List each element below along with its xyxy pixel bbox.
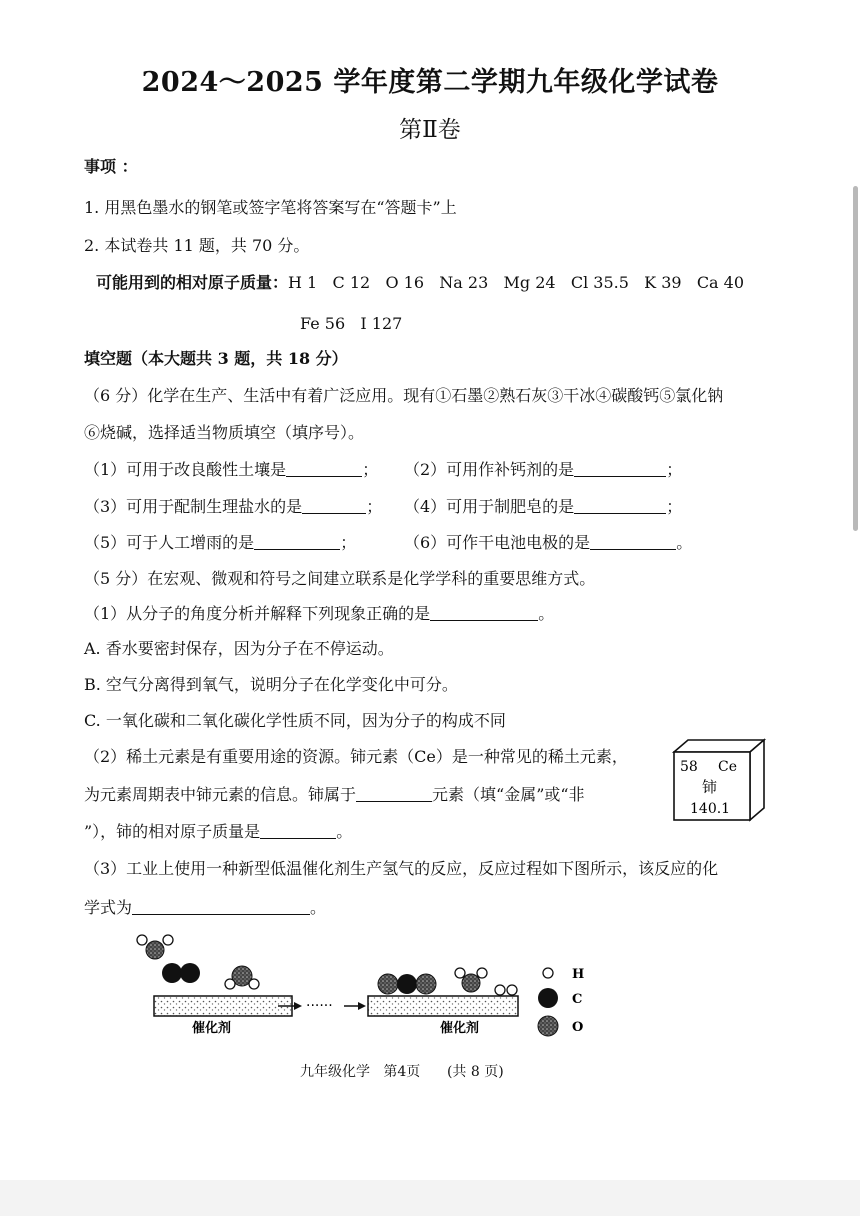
q10-p1-text: （1）从分子的角度分析并解释下列现象正确的是 bbox=[84, 604, 431, 623]
q9-p1-text: （1）可用于改良酸性土壤是 bbox=[84, 460, 287, 479]
q10-p1-end: 。 bbox=[538, 604, 555, 623]
q9-p5-text: （5）可于人工增雨的是 bbox=[84, 533, 255, 552]
q9-part-3 bbox=[84, 497, 382, 517]
q9-part-1 bbox=[84, 460, 378, 480]
q10-stem: （5 分）在宏观、微观和符号之间建立联系是化学学科的重要思维方式。 bbox=[84, 569, 596, 588]
catalyst-block-left bbox=[154, 996, 292, 1016]
section-heading: 填空题（本大题共 3 题，共 18 分） bbox=[84, 349, 348, 368]
volume-title: 第Ⅱ卷 bbox=[399, 117, 461, 143]
q9-p3-blank bbox=[302, 497, 366, 514]
vertical-scrollbar[interactable] bbox=[853, 186, 858, 531]
q9-p6-end: 。 bbox=[676, 533, 693, 552]
process-dots: ······ bbox=[306, 998, 333, 1014]
element-number: 58 bbox=[680, 759, 698, 775]
q9-part-4 bbox=[404, 497, 682, 517]
q10-p3-end: 。 bbox=[310, 898, 327, 917]
q10-part-1 bbox=[84, 604, 554, 624]
q10-p2-text-b: 元素（填“金属”或“非 bbox=[432, 785, 585, 804]
q9-p6-text: （6）可作干电池电极的是 bbox=[404, 533, 591, 552]
q10-p1-blank bbox=[430, 604, 538, 621]
q10-part-2-line-3 bbox=[84, 822, 352, 842]
atomic-mass-row-2: Fe 56 I 127 bbox=[300, 314, 403, 333]
q9-p1-sep: ； bbox=[362, 460, 379, 479]
element-mass: 140.1 bbox=[690, 801, 731, 817]
legend-oxygen-swatch bbox=[538, 1016, 558, 1036]
q10-p2-end: 。 bbox=[336, 822, 353, 841]
q9-p4-blank bbox=[574, 497, 666, 514]
q9-p4-text: （4）可用于制肥皂的是 bbox=[404, 497, 575, 516]
q10-part-3-line-2 bbox=[84, 898, 326, 918]
note-2: 2. 本试卷共 11 题，共 70 分。 bbox=[84, 236, 310, 255]
q9-part-5 bbox=[84, 533, 356, 553]
legend bbox=[538, 967, 584, 1036]
h2-molecule-right bbox=[495, 985, 517, 995]
catalyst-block-right bbox=[368, 996, 518, 1016]
q10-option-c: C. 一氧化碳和二氧化碳化学性质不同，因为分子的构成不同 bbox=[84, 711, 506, 730]
q9-part-2 bbox=[404, 460, 682, 480]
atomic-mass-label: 可能用到的相对原子质量： bbox=[96, 273, 289, 292]
legend-carbon-swatch bbox=[538, 988, 558, 1008]
element-symbol: Ce bbox=[718, 759, 737, 775]
page-footer: 九年级化学 第4页 (共 8 页) bbox=[300, 1064, 504, 1080]
h2-molecule-right-upper bbox=[455, 968, 487, 992]
q9-stem-line-1: （6 分）化学在生产、生活中有着广泛应用。现有①石墨②熟石灰③干冰④碳酸钙⑤氯化钠 bbox=[84, 386, 724, 405]
catalyst-label-left: 催化剂 bbox=[192, 1021, 232, 1036]
q9-p2-blank bbox=[574, 460, 666, 477]
q9-p6-blank bbox=[590, 533, 676, 550]
notes-heading: 事项 ： bbox=[84, 157, 138, 176]
q10-p2-blank-2 bbox=[260, 822, 336, 839]
q9-p5-blank bbox=[254, 533, 340, 550]
legend-label-h: H bbox=[572, 967, 585, 982]
q10-option-b: B. 空气分离得到氧气，说明分子在化学变化中可分。 bbox=[84, 675, 458, 694]
water-molecule-left bbox=[137, 935, 173, 959]
q9-p3-text: （3）可用于配制生理盐水的是 bbox=[84, 497, 303, 516]
q10-part-3-line-1: （3）工业上使用一种新型低温催化剂生产氢气的反应，反应过程如下图所示，该反应的化 bbox=[84, 859, 719, 878]
q9-p5-sep: ； bbox=[340, 533, 357, 552]
water-molecule-on-catalyst-left bbox=[225, 966, 259, 989]
q10-p2-blank-1 bbox=[356, 785, 432, 802]
catalyst-label-right: 催化剂 bbox=[440, 1021, 480, 1036]
q10-p3-blank bbox=[132, 898, 310, 915]
element-name: 铈 bbox=[702, 778, 718, 796]
q9-part-6 bbox=[404, 533, 692, 553]
q9-p4-sep: ； bbox=[666, 497, 683, 516]
bottom-page-strip bbox=[0, 1180, 860, 1216]
co-molecules-on-catalyst bbox=[378, 974, 436, 994]
q9-p1-blank bbox=[286, 460, 362, 477]
q10-part-2-line-2 bbox=[84, 785, 585, 805]
q9-p3-sep: ； bbox=[366, 497, 383, 516]
legend-hydrogen-swatch bbox=[543, 968, 553, 978]
q10-p3-text: 学式为 bbox=[84, 898, 133, 917]
q10-p2-text-a: 为元素周期表中铈元素的信息。铈属于 bbox=[84, 785, 357, 804]
q10-part-2-line-1: （2）稀土元素是有重要用途的资源。铈元素（Ce）是一种常见的稀土元素， bbox=[84, 747, 628, 766]
atomic-mass-values: H 1 C 12 O 16 Na 23 Mg 24 Cl 35.5 K 39 Ca 40 bbox=[288, 273, 745, 292]
q10-p2-text-c: ”），铈的相对原子质量是 bbox=[84, 822, 261, 841]
carbon-pair-left bbox=[162, 963, 200, 983]
q10-option-a: A. 香水要密封保存，因为分子在不停运动。 bbox=[84, 639, 394, 658]
q9-p2-sep: ； bbox=[666, 460, 683, 479]
reaction-process-diagram bbox=[130, 928, 600, 1040]
legend-label-o: O bbox=[572, 1020, 584, 1035]
q9-p2-text: （2）可用作补钙剂的是 bbox=[404, 460, 575, 479]
cerium-element-card bbox=[672, 738, 768, 824]
atomic-mass-row-1 bbox=[96, 273, 744, 293]
exam-title: 2024～2025 学年度第二学期九年级化学试卷 bbox=[141, 67, 719, 98]
legend-label-c: C bbox=[572, 992, 583, 1007]
note-1: 1. 用黑色墨水的钢笔或签字笔将答案写在“答题卡”上 bbox=[84, 198, 457, 217]
q9-stem-line-2: ⑥烧碱，选择适当物质填空（填序号）。 bbox=[84, 423, 365, 442]
process-arrow-2 bbox=[344, 1002, 366, 1010]
